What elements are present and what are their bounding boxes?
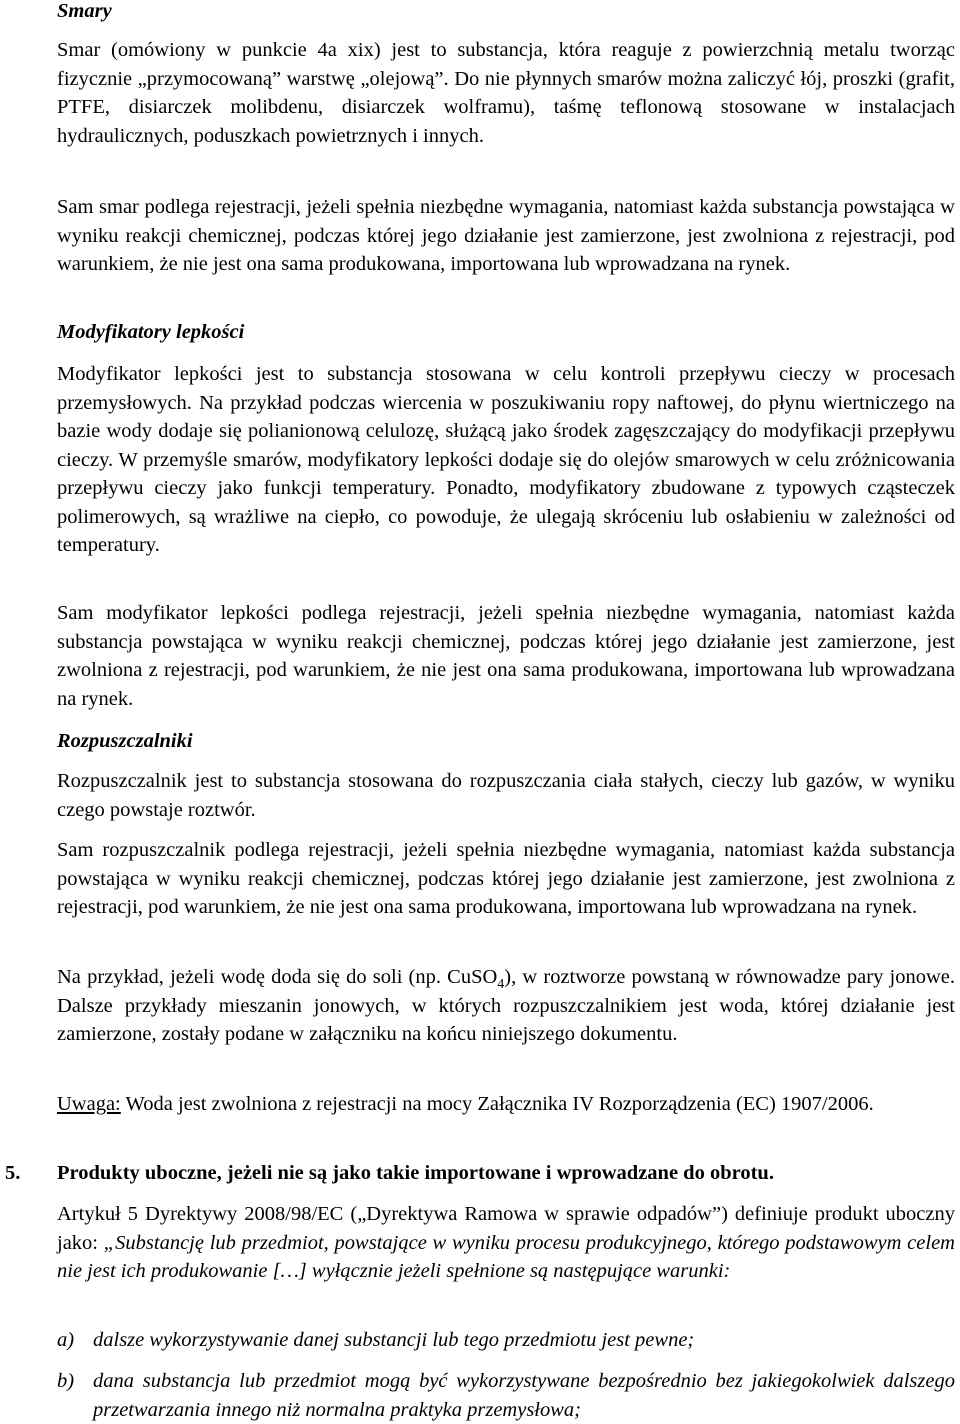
paragraph-rozpuszczalniki-3 bbox=[57, 963, 955, 1049]
item-intro bbox=[57, 1200, 955, 1286]
section-smary bbox=[57, 0, 955, 26]
paragraph-text-end: ), w roztworze powstaną w równowadze pary jonowe. Dalsze przykłady mieszanin jonowych, w których rozpuszczalnikiem jest woda, której działanie jest zamierzone, zostały podane w załączniku na końcu niniejszego dokumentu. bbox=[57, 966, 955, 1045]
subscript: 4 bbox=[497, 977, 505, 993]
paragraph-text-start: Na przykład, jeżeli wodę doda się do soli (np. CuSO bbox=[57, 966, 498, 988]
list-label: a) bbox=[57, 1329, 75, 1351]
list-item-a bbox=[57, 1326, 955, 1355]
list-item-b bbox=[57, 1367, 955, 1424]
paragraph-rozpuszczalniki-1: Rozpuszczalnik jest to substancja stosowana do rozpuszczania ciała stałych, cieczy lub gazów, w wyniku czego powstaje roztwór. bbox=[57, 770, 955, 821]
paragraph-smary-2: Sam smar podlega rejestracji, jeżeli spełnia niezbędne wymagania, natomiast każda substancja powstająca w wyniku reakcji chemicznej, podczas której jego działanie jest zamierzone, jest zwolniona z rejestracji, pod warunkiem, że nie jest ona sama produkowana, importowana lub wprowadzana na rynek. bbox=[57, 196, 955, 275]
note-paragraph bbox=[57, 1090, 955, 1119]
section-heading-modyfikatory: Modyfikatory lepkości bbox=[57, 321, 245, 343]
paragraph-modyfikatory-1: Modyfikator lepkości jest to substancja stosowana w celu kontroli przepływu cieczy w procesach przemysłowych. Na przykład podczas wiercenia w poszukiwaniu ropy naftowej, do płynu wiertniczego na bazie wody dodaje się polianionową celulozę, służącą jako środek zagęszczający do modyfikacji przepływu cieczy. W przemyśle smarów, modyfikatory lepkości dodaje się do olejów smarowych w celu zróżnicowania przepływu cieczy jako funkcji temperatury. Ponadto, modyfikatory zbudowane z typowych cząsteczek polimerowych, są wrażliwe na ciepło, co powoduje, że ulegają skróceniu lub osłabieniu w zależności od temperatury. bbox=[57, 363, 955, 556]
note-label: Uwaga: bbox=[57, 1093, 121, 1115]
paragraph-rozpuszczalniki-2: Sam rozpuszczalnik podlega rejestracji, jeżeli spełnia niezbędne wymagania, natomiast każda substancja powstająca w wyniku reakcji chemicznej, podczas której jego działanie jest zamierzone, jest zwolniona z rejestracji, pod warunkiem, że nie jest ona sama produkowana, importowana lub wprowadzana na rynek. bbox=[57, 839, 955, 918]
note-text: Woda jest zwolniona z rejestracji na mocy Załącznika IV Rozporządzenia (EC) 1907/2006. bbox=[120, 1093, 874, 1115]
item-intro-text: Artykuł 5 Dyrektywy 2008/98/EC („Dyrektywa Ramowa w sprawie odpadów”) definiuje produkt uboczny jako: bbox=[57, 1203, 955, 1254]
section-heading-rozpuszczalniki: Rozpuszczalniki bbox=[57, 730, 193, 752]
paragraph-smary-1: Smar (omówiony w punkcie 4a xix) jest to substancja, która reaguje z powierzchnią metalu tworząc fizycznie „przymocowaną” warstwę „olejową”. Do nie płynnych smarów można zaliczyć łój, proszki (grafit, PTFE, disiarczek molibdenu, disiarczek wolframu), taśmę teflonową stosowane w instalacjach hydraulicznych, poduszkach powietrznych i innych. bbox=[57, 39, 955, 147]
list-text: dalsze wykorzystywanie danej substancji lub tego przedmiotu jest pewne; bbox=[93, 1329, 695, 1351]
section-heading-smary: Smary bbox=[57, 0, 112, 22]
list-text: dana substancja lub przedmiot mogą być wykorzystywane bezpośrednio bez jakiegokolwiek dalszego przetwarzania innego niż normalna praktyka przemysłowa; bbox=[93, 1370, 955, 1421]
item-intro-quote: „Substancję lub przedmiot, powstające w wyniku procesu produkcyjnego, którego podstawowym celem nie jest ich produkowanie […] wyłącznie jeżeli spełnione są następujące warunki: bbox=[57, 1231, 955, 1282]
item-heading: Produkty uboczne, jeżeli nie są jako takie importowane i wprowadzane do obrotu. bbox=[57, 1162, 774, 1184]
paragraph-modyfikatory-2: Sam modyfikator lepkości podlega rejestracji, jeżeli spełnia niezbędne wymagania, natomiast każda substancja powstająca w wyniku reakcji chemicznej, podczas której jego działanie jest zamierzone, jest zwolniona z rejestracji, pod warunkiem, że nie jest ona sama produkowana, importowana lub wprowadzana na rynek. bbox=[57, 602, 955, 710]
list-label: b) bbox=[57, 1370, 75, 1392]
item-number: 5. bbox=[5, 1162, 21, 1184]
